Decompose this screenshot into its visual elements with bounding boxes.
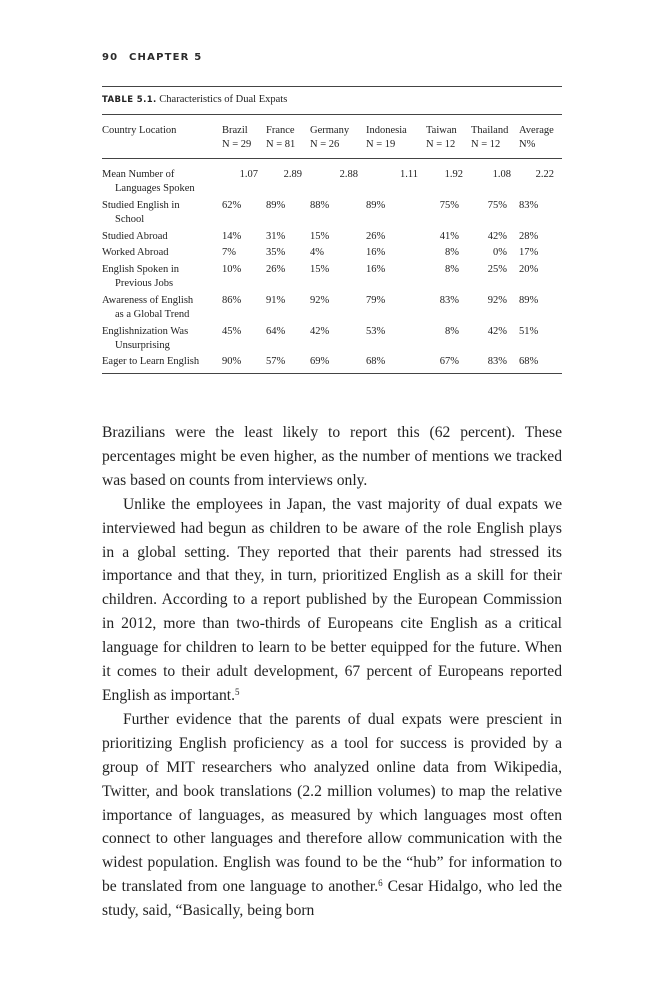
paragraph-1: Brazilians were the least likely to report this (62 percent). These percentages might be even higher, as the number of mentions we tracked was based on counts from interviews only. [102,424,562,489]
table-cell: 75% [487,199,507,211]
characteristics-table-block [102,86,562,374]
row-label-line1: Englishnization Was [102,325,189,337]
header-line2 [102,138,222,152]
header-country-1 [222,115,266,159]
table-cell: 75% [439,199,459,211]
paragraph-2-text: Unlike the employees in Japan, the vast majority of dual expats we interviewed had begun as children to be aware of the role English plays in a global setting. They reported that their parents had stressed its importance and that they, in turn, prioritized English as a skill for their children. According to a report published by the European Commission in 2012, more than two-thirds of Europeans cite English as a critical language for children to learn to be better equipped for the future. When it comes to their adult development, 67 percent of Europeans reported English as important. [102,495,562,704]
table-header-row [102,115,562,159]
table-cell: 89% [266,199,286,211]
table-cell: 16% [366,247,386,259]
paragraph-3 [102,708,562,923]
table-cell: 7% [222,247,236,259]
header-country-2 [266,115,310,159]
paragraph-3-continuation: Cesar Hidalgo, who led the study, said, “Basically, being born [102,878,563,920]
row-label-line2: as a Global Trend [115,308,190,320]
table-cell: 42% [487,230,507,242]
row-label-line1: Awareness of English [102,294,194,306]
table-cell: 51% [519,325,539,337]
table-body [102,159,562,374]
table-cell: 26% [266,264,286,276]
header-line2: N = 81 [266,139,296,150]
header-line1: Indonesia [366,125,407,136]
header-line2: N% [519,139,536,150]
row-label-line2: Unsurprising [115,339,170,351]
table-cell: 42% [310,325,330,337]
row-label-line1: Studied English in [102,199,180,211]
header-country-3 [310,115,366,159]
header-line1: Thailand [471,125,509,136]
table-top-rule [102,86,562,87]
table-cell: 16% [366,264,386,276]
table-cell: 62% [222,199,242,211]
row-label [102,262,222,293]
table-cell: 1.92 [444,169,463,180]
row-label [102,293,222,324]
table-cell: 90% [222,356,242,368]
table-cell: 89% [519,294,539,306]
table-cell: 83% [439,294,459,306]
table-cell: 68% [519,356,539,368]
row-label-line1: Studied Abroad [102,230,168,242]
table-cell: 35% [266,247,286,259]
table-cell: 4% [310,247,324,259]
row-label-line2: School [115,213,145,225]
chapter-label: CHAPTER 5 [129,52,203,63]
table-row [102,159,562,198]
row-label [102,159,222,198]
header-country-5 [426,115,471,159]
table-cell: 53% [366,325,386,337]
table-cell: 89% [366,199,386,211]
table-cell: 26% [366,230,386,242]
header-line2: N = 26 [310,139,340,150]
table-cell: 8% [445,247,459,259]
row-label [102,354,222,374]
table-row [102,293,562,324]
header-line1: Brazil [222,125,248,136]
table-cell: 28% [519,230,539,242]
table-row [102,228,562,245]
table-cell: 10% [222,264,242,276]
table-cell: 25% [487,264,507,276]
table-row [102,197,562,228]
table-cell: 14% [222,230,242,242]
table-cell: 42% [487,325,507,337]
table-caption-label: TABLE 5.1. [102,95,157,105]
table-cell: 41% [439,230,459,242]
footnote-ref-6: 6 [378,878,383,889]
table-cell: 8% [445,325,459,337]
paragraph-3-text: Further evidence that the parents of dual expats were prescient in prioritizing English proficiency as a tool for success is provided by a group of MIT researchers who analyzed online data from Wikipedia, Twitter, and book translations (2.2 million volumes) to map the relative importance of languages, as measured by which languages most often connect to other languages and therefore allow communication with the widest population. English was found to be the “hub” for information to be translated from one language to another. [102,710,562,896]
table-cell: 2.22 [535,169,554,180]
table-cell: 1.11 [400,169,418,180]
header-country-6 [471,115,519,159]
body-text [102,421,562,923]
table-cell: 86% [222,294,242,306]
table-row [102,262,562,293]
header-line2: N = 19 [366,139,396,150]
header-line2: N = 12 [471,139,501,150]
row-label-line2: Previous Jobs [115,278,174,290]
table-row [102,354,562,374]
header-country-location [102,115,222,159]
header-line1: Taiwan [426,125,457,136]
table-cell: 68% [366,356,386,368]
row-label-line1: English Spoken in [102,264,180,276]
characteristics-table [102,114,562,374]
table-cell: 20% [519,264,539,276]
table-cell: 91% [266,294,286,306]
row-label [102,245,222,262]
table-cell: 17% [519,247,539,259]
table-cell: 8% [445,264,459,276]
table-cell: 2.89 [283,169,302,180]
table-cell: 88% [310,199,330,211]
table-cell: 79% [366,294,386,306]
table-cell: 1.07 [239,169,258,180]
table-row [102,323,562,354]
row-label [102,197,222,228]
header-country-7 [519,115,562,159]
paragraph-2 [102,493,562,708]
table-cell: 92% [310,294,330,306]
table-cell: 15% [310,230,330,242]
table-cell: 64% [266,325,286,337]
table-caption [102,92,562,108]
row-label-line2: Languages Spoken [115,183,195,194]
table-cell: 69% [310,356,330,368]
table-cell: 2.88 [339,169,358,180]
row-label [102,228,222,245]
header-line1: Germany [310,125,350,136]
row-label [102,323,222,354]
table-cell: 31% [266,230,286,242]
table-cell: 67% [439,356,459,368]
running-head [102,52,202,63]
row-label-line1: Mean Number of [102,169,175,180]
footnote-ref-5: 5 [234,686,240,697]
header-line2: N = 29 [222,139,252,150]
table-cell: 83% [519,199,539,211]
table-row [102,245,562,262]
table-cell: 1.08 [492,169,511,180]
header-line1: Average [519,125,554,136]
header-country-4 [366,115,426,159]
table-cell: 57% [266,356,286,368]
table-cell: 45% [222,325,242,337]
header-line1: Country Location [102,125,177,136]
row-label-line1: Eager to Learn English [102,356,200,368]
header-line2: N = 12 [426,139,456,150]
row-label-line1: Worked Abroad [102,247,169,259]
header-line1: France [266,125,295,136]
page-number: 90 [102,52,119,63]
table-caption-text: Characteristics of Dual Expats [159,94,288,105]
table-cell: 83% [487,356,507,368]
table-cell: 0% [493,247,507,259]
table-cell: 15% [310,264,330,276]
table-cell: 92% [487,294,507,306]
